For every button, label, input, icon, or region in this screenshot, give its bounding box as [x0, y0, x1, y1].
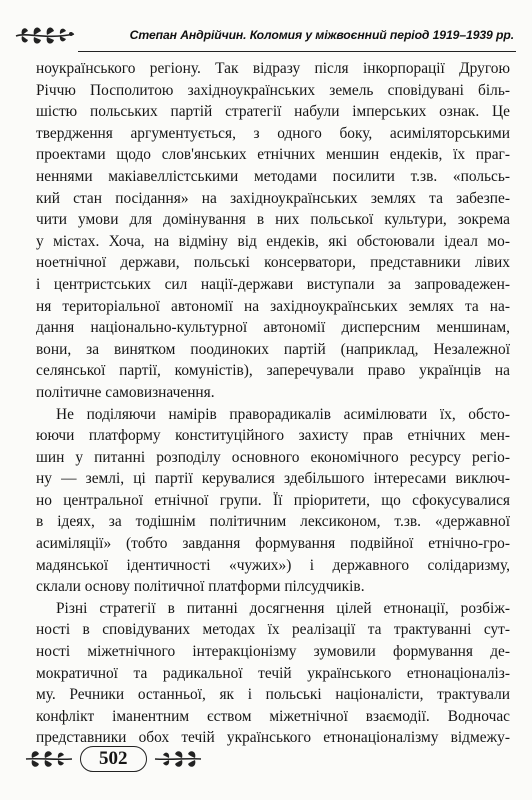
text-line: неннями макіавеллістськими методами посилити т.зв. «польсь-: [36, 167, 510, 185]
floral-vine-ornament-icon: [14, 22, 76, 48]
text-line: селянської партії, комуністів), заперечували право українців на: [36, 362, 510, 380]
text-line: Різні стратегії в питанні досягнення цілей етнонації, розбіж-: [56, 599, 510, 617]
text-line: шістю польських партій стратегії набули імперських ознак. Це: [36, 103, 510, 121]
text-line: ня територіальної автономії на західноукраїнських землях та на-: [36, 297, 510, 315]
text-line: юючи платформу конституційного захисту прав етнічних мен-: [36, 427, 510, 445]
text-line: Не поділяючи намірів праворадикалів асимілювати їх, обсто-: [56, 405, 510, 423]
paragraph: [36, 58, 510, 404]
text-line: представники обох течій українського етнонаціоналізму відмежу-: [36, 729, 510, 747]
header-rule: [78, 51, 516, 52]
text-line: ну — землі, ці партії керувалися здебільшого інтересами виключ-: [36, 470, 510, 488]
text-line: вони, за винятком поодиноких партій (наприклад, Незалежної: [36, 340, 510, 358]
paragraph: [36, 404, 510, 598]
text-line: мократичної та радикальної течій українського етнонаціоналіз-: [36, 664, 510, 682]
text-line: ноетнічної держави, польські консерватори, представники лівих: [36, 254, 510, 272]
text-line: і центристських сил нації-держави виступали за запровадежен-: [36, 275, 510, 293]
body-text: [36, 58, 510, 749]
text-line: Річчю Посполитою західноукраїнських земель сповідувані біль-: [36, 81, 510, 99]
text-line: в ідеях, за тодішнім політичним лексиконом, т.зв. «державної: [36, 513, 510, 531]
text-line: кий стан посідання» на західноукраїнських землях та забезпе-: [36, 189, 510, 207]
text-line: ноукраїнського регіону. Так відразу після інкорпорації Другою: [36, 60, 510, 77]
text-line: ності в сповідуваних методах їх реалізації та трактуванні сут-: [36, 621, 510, 639]
page-footer: [24, 742, 203, 776]
text-line: дання національно-культурної автономії дисперсним меншинам,: [36, 319, 510, 337]
text-line: чити умови для домінування в них польської культури, зокрема: [36, 211, 510, 229]
running-header-title: Степан Андрійчин. Коломия у міжвоєнний період 1919–1939 рр.: [129, 28, 514, 42]
text-line: мадянської ідентичності «чужих») і державного солідаризму,: [36, 556, 510, 574]
text-line: твердження аргументується, з одного боку, асиміляторськими: [36, 124, 510, 142]
floral-vine-ornament-icon: [24, 746, 74, 772]
running-header: [14, 20, 518, 50]
text-line: конфлікт іманентним єством міжетнічної взаємодії. Водночас: [36, 707, 510, 725]
text-line: асиміляції» (тобто завдання формування подвійної етнічно-гро-: [36, 535, 510, 553]
text-line: но центральної етнічної групи. Її пріоритети, що сфокусувалися: [36, 491, 510, 509]
text-line: політичне самовизначення.: [36, 383, 215, 401]
page-number: 502: [80, 746, 147, 772]
text-line: му. Речники останньої, як і польські націоналісти, трактували: [36, 686, 510, 704]
text-line: шин у питанні розподілу основного економічного ресурсу регіо-: [36, 448, 510, 466]
text-line: проектами щодо слов'янських етнічних меншин ендеків, їх праг-: [36, 146, 510, 164]
text-line: склали основу політичної платформи пілсудчиків.: [36, 578, 365, 596]
text-line: у містах. Хоча, на відміну від ендеків, які обстоювали ідеал мо-: [36, 232, 510, 250]
paragraph: [36, 598, 510, 749]
floral-vine-ornament-icon: [153, 746, 203, 772]
text-line: ності міжетнічного інтеракціонізму зумовили формування де-: [36, 643, 510, 661]
